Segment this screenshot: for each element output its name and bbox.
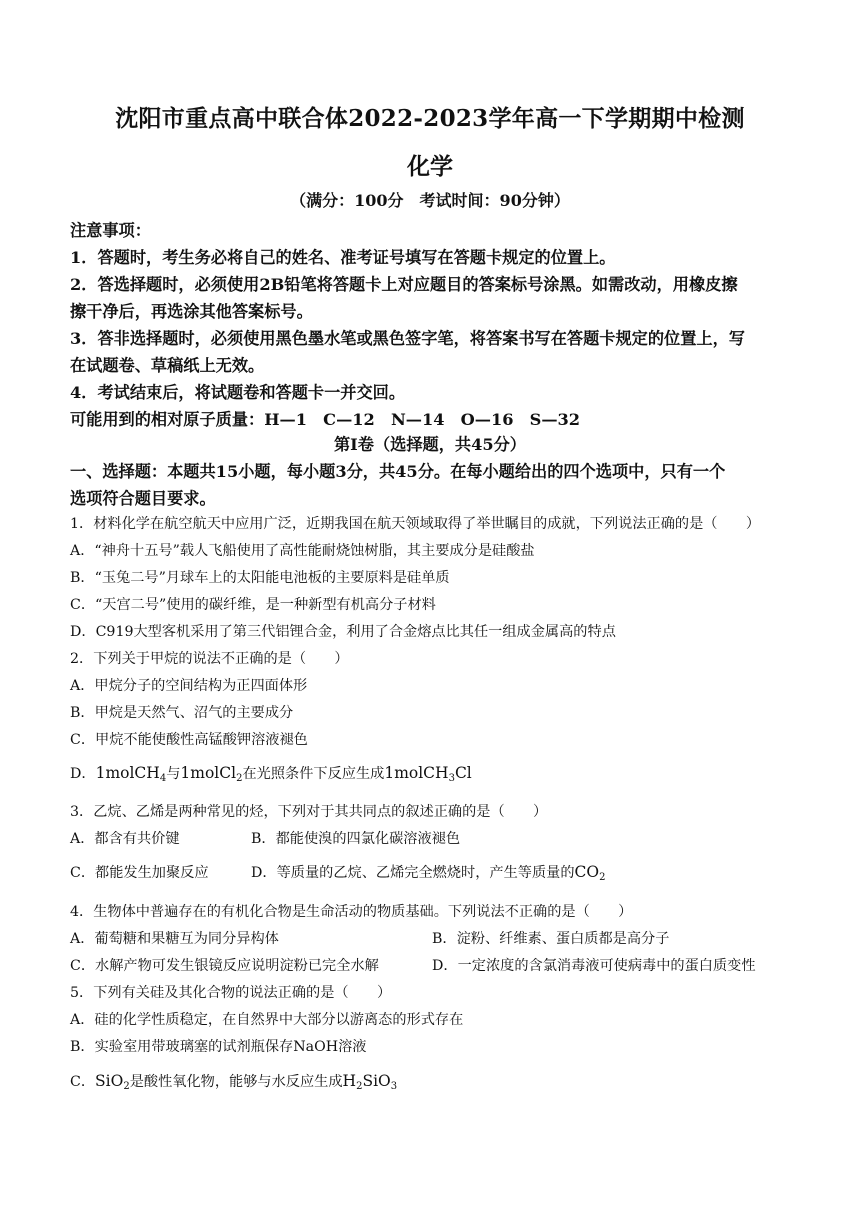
notes-heading: 注意事项： <box>70 221 151 240</box>
q3-stem: 3．乙烷、乙烯是两种常见的烃，下列对于其共同点的叙述正确的是（ ） <box>70 804 548 820</box>
q4-stem: 4．生物体中普遍存在的有机化合物是生命活动的物质基础。下列说法不正确的是（ ） <box>70 904 633 920</box>
q3-option-c: C．都能发生加聚反应 <box>70 865 209 881</box>
q4-option-c: C．水解产物可发生银镜反应说明淀粉已完全水解 <box>70 958 379 974</box>
q3-option-a: A．都含有共价键 <box>70 831 180 847</box>
exam-meta: （满分：100分 考试时间：90分钟） <box>290 191 570 210</box>
q3-option-b: B．都能使溴的四氯化碳溶液褪色 <box>251 831 461 847</box>
q2-option-a: A．甲烷分子的空间结构为正四面体形 <box>70 678 308 694</box>
note-2-line-1: 2．答选择题时，必须使用2B铅笔将答题卡上对应题目的答案标号涂黑。如需改动，用橡皮擦 <box>70 275 738 294</box>
note-3-line-2: 在试题卷、草稿纸上无效。 <box>70 356 265 375</box>
q1-option-a: A．“神舟十五号”载人飞船使用了高性能耐烧蚀树脂，其主要成分是硅酸盐 <box>70 543 535 559</box>
q2-stem: 2．下列关于甲烷的说法不正确的是（ ） <box>70 651 349 667</box>
q4-option-d: D．一定浓度的含氯消毒液可使病毒中的蛋白质变性 <box>432 958 756 974</box>
q5-option-b: B．实验室用带玻璃塞的试剂瓶保存NaOH溶液 <box>70 1039 367 1055</box>
exam-title: 沈阳市重点高中联合体2022-2023学年高一下学期期中检测 <box>115 105 745 132</box>
q5-option-c: C．SiO$_2$是酸性氧化物，能够与水反应生成$H_2SiO_3$ <box>70 1072 398 1092</box>
q2-d-formula-1: 1molCH$_4$ <box>95 764 167 784</box>
section-instruction-line-2: 选项符合题目要求。 <box>70 489 216 508</box>
section-title: 第Ⅰ卷（选择题，共45分） <box>334 435 526 454</box>
note-1: 1．答题时，考生务必将自己的姓名、准考证号填写在答题卡规定的位置上。 <box>70 248 616 267</box>
q5-c-formula-2: $H_2SiO_3$ <box>342 1072 398 1092</box>
q2-option-b: B．甲烷是天然气、沼气的主要成分 <box>70 705 294 721</box>
q2-option-c: C．甲烷不能使酸性高锰酸钾溶液褪色 <box>70 732 308 748</box>
section-instruction-line-1: 一、选择题：本题共15小题，每小题3分，共45分。在每小题给出的四个选项中，只有一个 <box>70 462 726 481</box>
q5-stem: 5．下列有关硅及其化合物的说法正确的是（ ） <box>70 985 392 1001</box>
note-3-line-1: 3．答非选择题时，必须使用黑色墨水笔或黑色签字笔，将答案书写在答题卡规定的位置上，写 <box>70 329 745 348</box>
q5-option-a: A．硅的化学性质稳定，在自然界中大部分以游离态的形式存在 <box>70 1012 464 1028</box>
atomic-mass-line: 可能用到的相对原子质量：H—1 C—12 N—14 O—16 S—32 <box>70 410 581 429</box>
note-2-line-2: 擦干净后，再选涂其他答案标号。 <box>70 302 313 321</box>
q4-option-b: B．淀粉、纤维素、蛋白质都是高分子 <box>432 931 670 947</box>
q2-d-label: D． <box>70 766 96 782</box>
q3-option-d: D．等质量的乙烷、乙烯完全燃烧时，产生等质量的$CO_2$ <box>251 863 606 883</box>
q2-d-formula-3: 1molCH$_3$Cl <box>384 764 472 784</box>
q3-d-formula: $CO_2$ <box>574 863 606 883</box>
q2-d-formula-2: 1molCl$_2$ <box>180 764 243 784</box>
note-4: 4．考试结束后，将试题卷和答题卡一并交回。 <box>70 383 406 402</box>
q1-stem: 1．材料化学在航空航天中应用广泛，近期我国在航天领域取得了举世瞩目的成就，下列说法正确的是（ ） <box>70 516 761 532</box>
q2-option-d: D．1molCH$_4$与1molCl$_2$在光照条件下反应生成1molCH$_3$Cl <box>70 764 472 784</box>
q1-option-c: C．“天宫二号”使用的碳纤维，是一种新型有机高分子材料 <box>70 597 436 613</box>
q1-option-d: D．C919大型客机采用了第三代铝锂合金，利用了合金熔点比其任一组成金属高的特点 <box>70 624 616 640</box>
q1-option-b: B．“玉兔二号”月球车上的太阳能电池板的主要原料是硅单质 <box>70 570 450 586</box>
q4-option-a: A．葡萄糖和果糖互为同分异构体 <box>70 931 279 947</box>
subject-title: 化学 <box>407 153 453 180</box>
q5-c-formula-1: SiO$_2$ <box>95 1072 130 1092</box>
